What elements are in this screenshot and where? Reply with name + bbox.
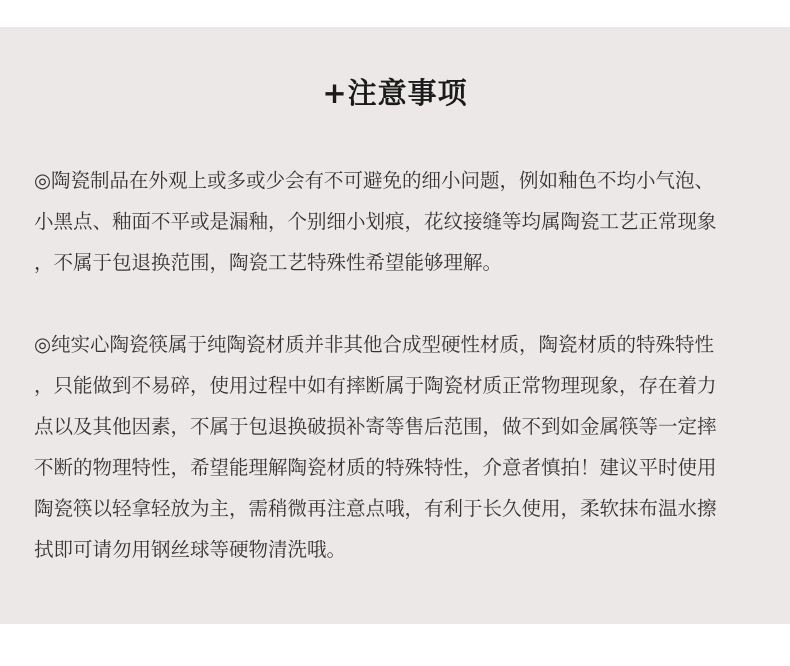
paragraph-line: ◎纯实心陶瓷筷属于纯陶瓷材质并非其他合成型硬性材质，陶瓷材质的特殊特性 (34, 333, 715, 356)
notice-title: +注意事项 (322, 76, 468, 110)
paragraph-line: ◎陶瓷制品在外观上或多或少会有不可避免的细小问题，例如釉色不均小气泡、 (34, 169, 715, 192)
paragraph-line: 陶瓷筷以轻拿轻放为主，需稍微再注意点哦，有利于长久使用，柔软抹布温水擦 (34, 497, 717, 520)
paragraph-line: ，只能做到不易碎，使用过程中如有摔断属于陶瓷材质正常物理现象，存在着力 (34, 374, 717, 397)
paragraph-line: 不断的物理特性，希望能理解陶瓷材质的特殊特性，介意者慎拍！建议平时使用 (34, 456, 717, 479)
paragraph-line: 拭即可请勿用钢丝球等硬物清洗哦。 (34, 538, 347, 561)
paragraph-line: 点以及其他因素，不属于包退换破损补寄等售后范围，做不到如金属筷等一定摔 (34, 415, 717, 438)
paragraph-line: ，不属于包退换范围，陶瓷工艺特殊性希望能够理解。 (34, 251, 503, 274)
notice-paragraph-2 (34, 324, 756, 570)
notice-paragraph-1 (34, 160, 756, 283)
paragraph-line: 小黑点、釉面不平或是漏釉，个别细小划痕，花纹接缝等均属陶瓷工艺正常现象 (34, 210, 717, 233)
